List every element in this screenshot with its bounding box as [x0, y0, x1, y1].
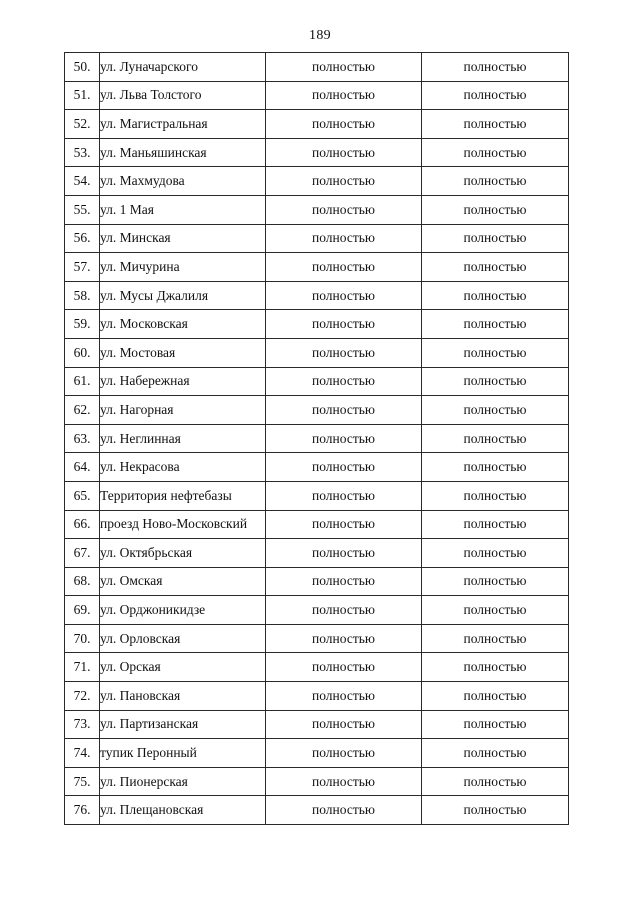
table-row — [65, 767, 569, 796]
coverage-cell-b: полностью — [422, 310, 569, 339]
street-name-cell: ул. Мичурина — [100, 253, 266, 282]
row-number-cell: 61. — [65, 367, 100, 396]
coverage-cell-a: полностью — [266, 53, 422, 82]
coverage-cell-b: полностью — [422, 167, 569, 196]
row-number-cell: 65. — [65, 481, 100, 510]
row-number-cell: 52. — [65, 110, 100, 139]
street-table — [64, 52, 569, 825]
coverage-cell-a: полностью — [266, 510, 422, 539]
coverage-cell-a: полностью — [266, 739, 422, 768]
street-name-cell: ул. Нагорная — [100, 396, 266, 425]
row-number-cell: 74. — [65, 739, 100, 768]
coverage-cell-a: полностью — [266, 367, 422, 396]
coverage-cell-b: полностью — [422, 624, 569, 653]
coverage-cell-b: полностью — [422, 539, 569, 568]
street-name-cell: ул. Мусы Джалиля — [100, 281, 266, 310]
street-name-cell: ул. Московская — [100, 310, 266, 339]
street-name-cell: тупик Перонный — [100, 739, 266, 768]
coverage-cell-b: полностью — [422, 481, 569, 510]
street-name-cell: ул. Плещановская — [100, 796, 266, 825]
coverage-cell-a: полностью — [266, 253, 422, 282]
coverage-cell-b: полностью — [422, 596, 569, 625]
row-number-cell: 64. — [65, 453, 100, 482]
street-name-cell: ул. Партизанская — [100, 710, 266, 739]
street-name-cell: ул. Октябрьская — [100, 539, 266, 568]
coverage-cell-b: полностью — [422, 253, 569, 282]
coverage-cell-a: полностью — [266, 81, 422, 110]
table-row — [65, 338, 569, 367]
table-row — [65, 253, 569, 282]
coverage-cell-b: полностью — [422, 767, 569, 796]
street-name-cell: ул. Неглинная — [100, 424, 266, 453]
coverage-cell-b: полностью — [422, 396, 569, 425]
row-number-cell: 67. — [65, 539, 100, 568]
table-row — [65, 167, 569, 196]
table-row — [65, 281, 569, 310]
street-name-cell: ул. Минская — [100, 224, 266, 253]
table-row — [65, 567, 569, 596]
coverage-cell-a: полностью — [266, 767, 422, 796]
row-number-cell: 76. — [65, 796, 100, 825]
coverage-cell-b: полностью — [422, 53, 569, 82]
street-name-cell: ул. Пионерская — [100, 767, 266, 796]
street-name-cell: ул. Орджоникидзе — [100, 596, 266, 625]
coverage-cell-a: полностью — [266, 167, 422, 196]
table-row — [65, 510, 569, 539]
row-number-cell: 70. — [65, 624, 100, 653]
coverage-cell-b: полностью — [422, 138, 569, 167]
coverage-cell-b: полностью — [422, 510, 569, 539]
table-row — [65, 710, 569, 739]
street-table-body — [65, 53, 569, 825]
row-number-cell: 55. — [65, 195, 100, 224]
row-number-cell: 56. — [65, 224, 100, 253]
coverage-cell-a: полностью — [266, 281, 422, 310]
row-number-cell: 68. — [65, 567, 100, 596]
coverage-cell-b: полностью — [422, 81, 569, 110]
coverage-cell-a: полностью — [266, 653, 422, 682]
table-row — [65, 653, 569, 682]
coverage-cell-b: полностью — [422, 224, 569, 253]
coverage-cell-b: полностью — [422, 110, 569, 139]
coverage-cell-a: полностью — [266, 110, 422, 139]
street-name-cell: ул. Орская — [100, 653, 266, 682]
row-number-cell: 69. — [65, 596, 100, 625]
coverage-cell-a: полностью — [266, 424, 422, 453]
coverage-cell-b: полностью — [422, 195, 569, 224]
coverage-cell-a: полностью — [266, 539, 422, 568]
table-row — [65, 195, 569, 224]
row-number-cell: 72. — [65, 682, 100, 711]
street-name-cell: проезд Ново-Московский — [100, 510, 266, 539]
row-number-cell: 62. — [65, 396, 100, 425]
street-name-cell: ул. Льва Толстого — [100, 81, 266, 110]
row-number-cell: 66. — [65, 510, 100, 539]
table-row — [65, 682, 569, 711]
coverage-cell-b: полностью — [422, 682, 569, 711]
coverage-cell-b: полностью — [422, 796, 569, 825]
row-number-cell: 63. — [65, 424, 100, 453]
street-name-cell: ул. Пановская — [100, 682, 266, 711]
row-number-cell: 53. — [65, 138, 100, 167]
coverage-cell-a: полностью — [266, 567, 422, 596]
table-row — [65, 481, 569, 510]
coverage-cell-b: полностью — [422, 567, 569, 596]
coverage-cell-a: полностью — [266, 796, 422, 825]
table-row — [65, 739, 569, 768]
row-number-cell: 73. — [65, 710, 100, 739]
row-number-cell: 54. — [65, 167, 100, 196]
table-row — [65, 539, 569, 568]
coverage-cell-b: полностью — [422, 710, 569, 739]
table-row — [65, 624, 569, 653]
street-name-cell: ул. Луначарского — [100, 53, 266, 82]
coverage-cell-a: полностью — [266, 338, 422, 367]
table-row — [65, 453, 569, 482]
table-row — [65, 424, 569, 453]
street-name-cell: ул. Набережная — [100, 367, 266, 396]
table-row — [65, 224, 569, 253]
table-row — [65, 53, 569, 82]
table-row — [65, 81, 569, 110]
row-number-cell: 60. — [65, 338, 100, 367]
coverage-cell-a: полностью — [266, 481, 422, 510]
coverage-cell-a: полностью — [266, 682, 422, 711]
coverage-cell-b: полностью — [422, 453, 569, 482]
coverage-cell-b: полностью — [422, 281, 569, 310]
street-name-cell: ул. Махмудова — [100, 167, 266, 196]
row-number-cell: 71. — [65, 653, 100, 682]
street-name-cell: ул. Омская — [100, 567, 266, 596]
street-name-cell: ул. Маньяшинская — [100, 138, 266, 167]
row-number-cell: 75. — [65, 767, 100, 796]
coverage-cell-b: полностью — [422, 424, 569, 453]
coverage-cell-b: полностью — [422, 739, 569, 768]
street-name-cell: Территория нефтебазы — [100, 481, 266, 510]
coverage-cell-a: полностью — [266, 396, 422, 425]
coverage-cell-a: полностью — [266, 138, 422, 167]
table-row — [65, 396, 569, 425]
row-number-cell: 50. — [65, 53, 100, 82]
coverage-cell-a: полностью — [266, 596, 422, 625]
coverage-cell-a: полностью — [266, 195, 422, 224]
coverage-cell-a: полностью — [266, 224, 422, 253]
row-number-cell: 59. — [65, 310, 100, 339]
coverage-cell-a: полностью — [266, 710, 422, 739]
table-row — [65, 596, 569, 625]
street-name-cell: ул. Мостовая — [100, 338, 266, 367]
row-number-cell: 58. — [65, 281, 100, 310]
coverage-cell-a: полностью — [266, 310, 422, 339]
row-number-cell: 57. — [65, 253, 100, 282]
page-number: 189 — [309, 28, 331, 43]
coverage-cell-b: полностью — [422, 338, 569, 367]
table-row — [65, 310, 569, 339]
street-name-cell: ул. 1 Мая — [100, 195, 266, 224]
coverage-cell-a: полностью — [266, 624, 422, 653]
coverage-cell-a: полностью — [266, 453, 422, 482]
coverage-cell-b: полностью — [422, 653, 569, 682]
row-number-cell: 51. — [65, 81, 100, 110]
street-name-cell: ул. Некрасова — [100, 453, 266, 482]
coverage-cell-b: полностью — [422, 367, 569, 396]
table-row — [65, 138, 569, 167]
table-row — [65, 110, 569, 139]
street-name-cell: ул. Орловская — [100, 624, 266, 653]
table-row — [65, 367, 569, 396]
table-row — [65, 796, 569, 825]
street-name-cell: ул. Магистральная — [100, 110, 266, 139]
